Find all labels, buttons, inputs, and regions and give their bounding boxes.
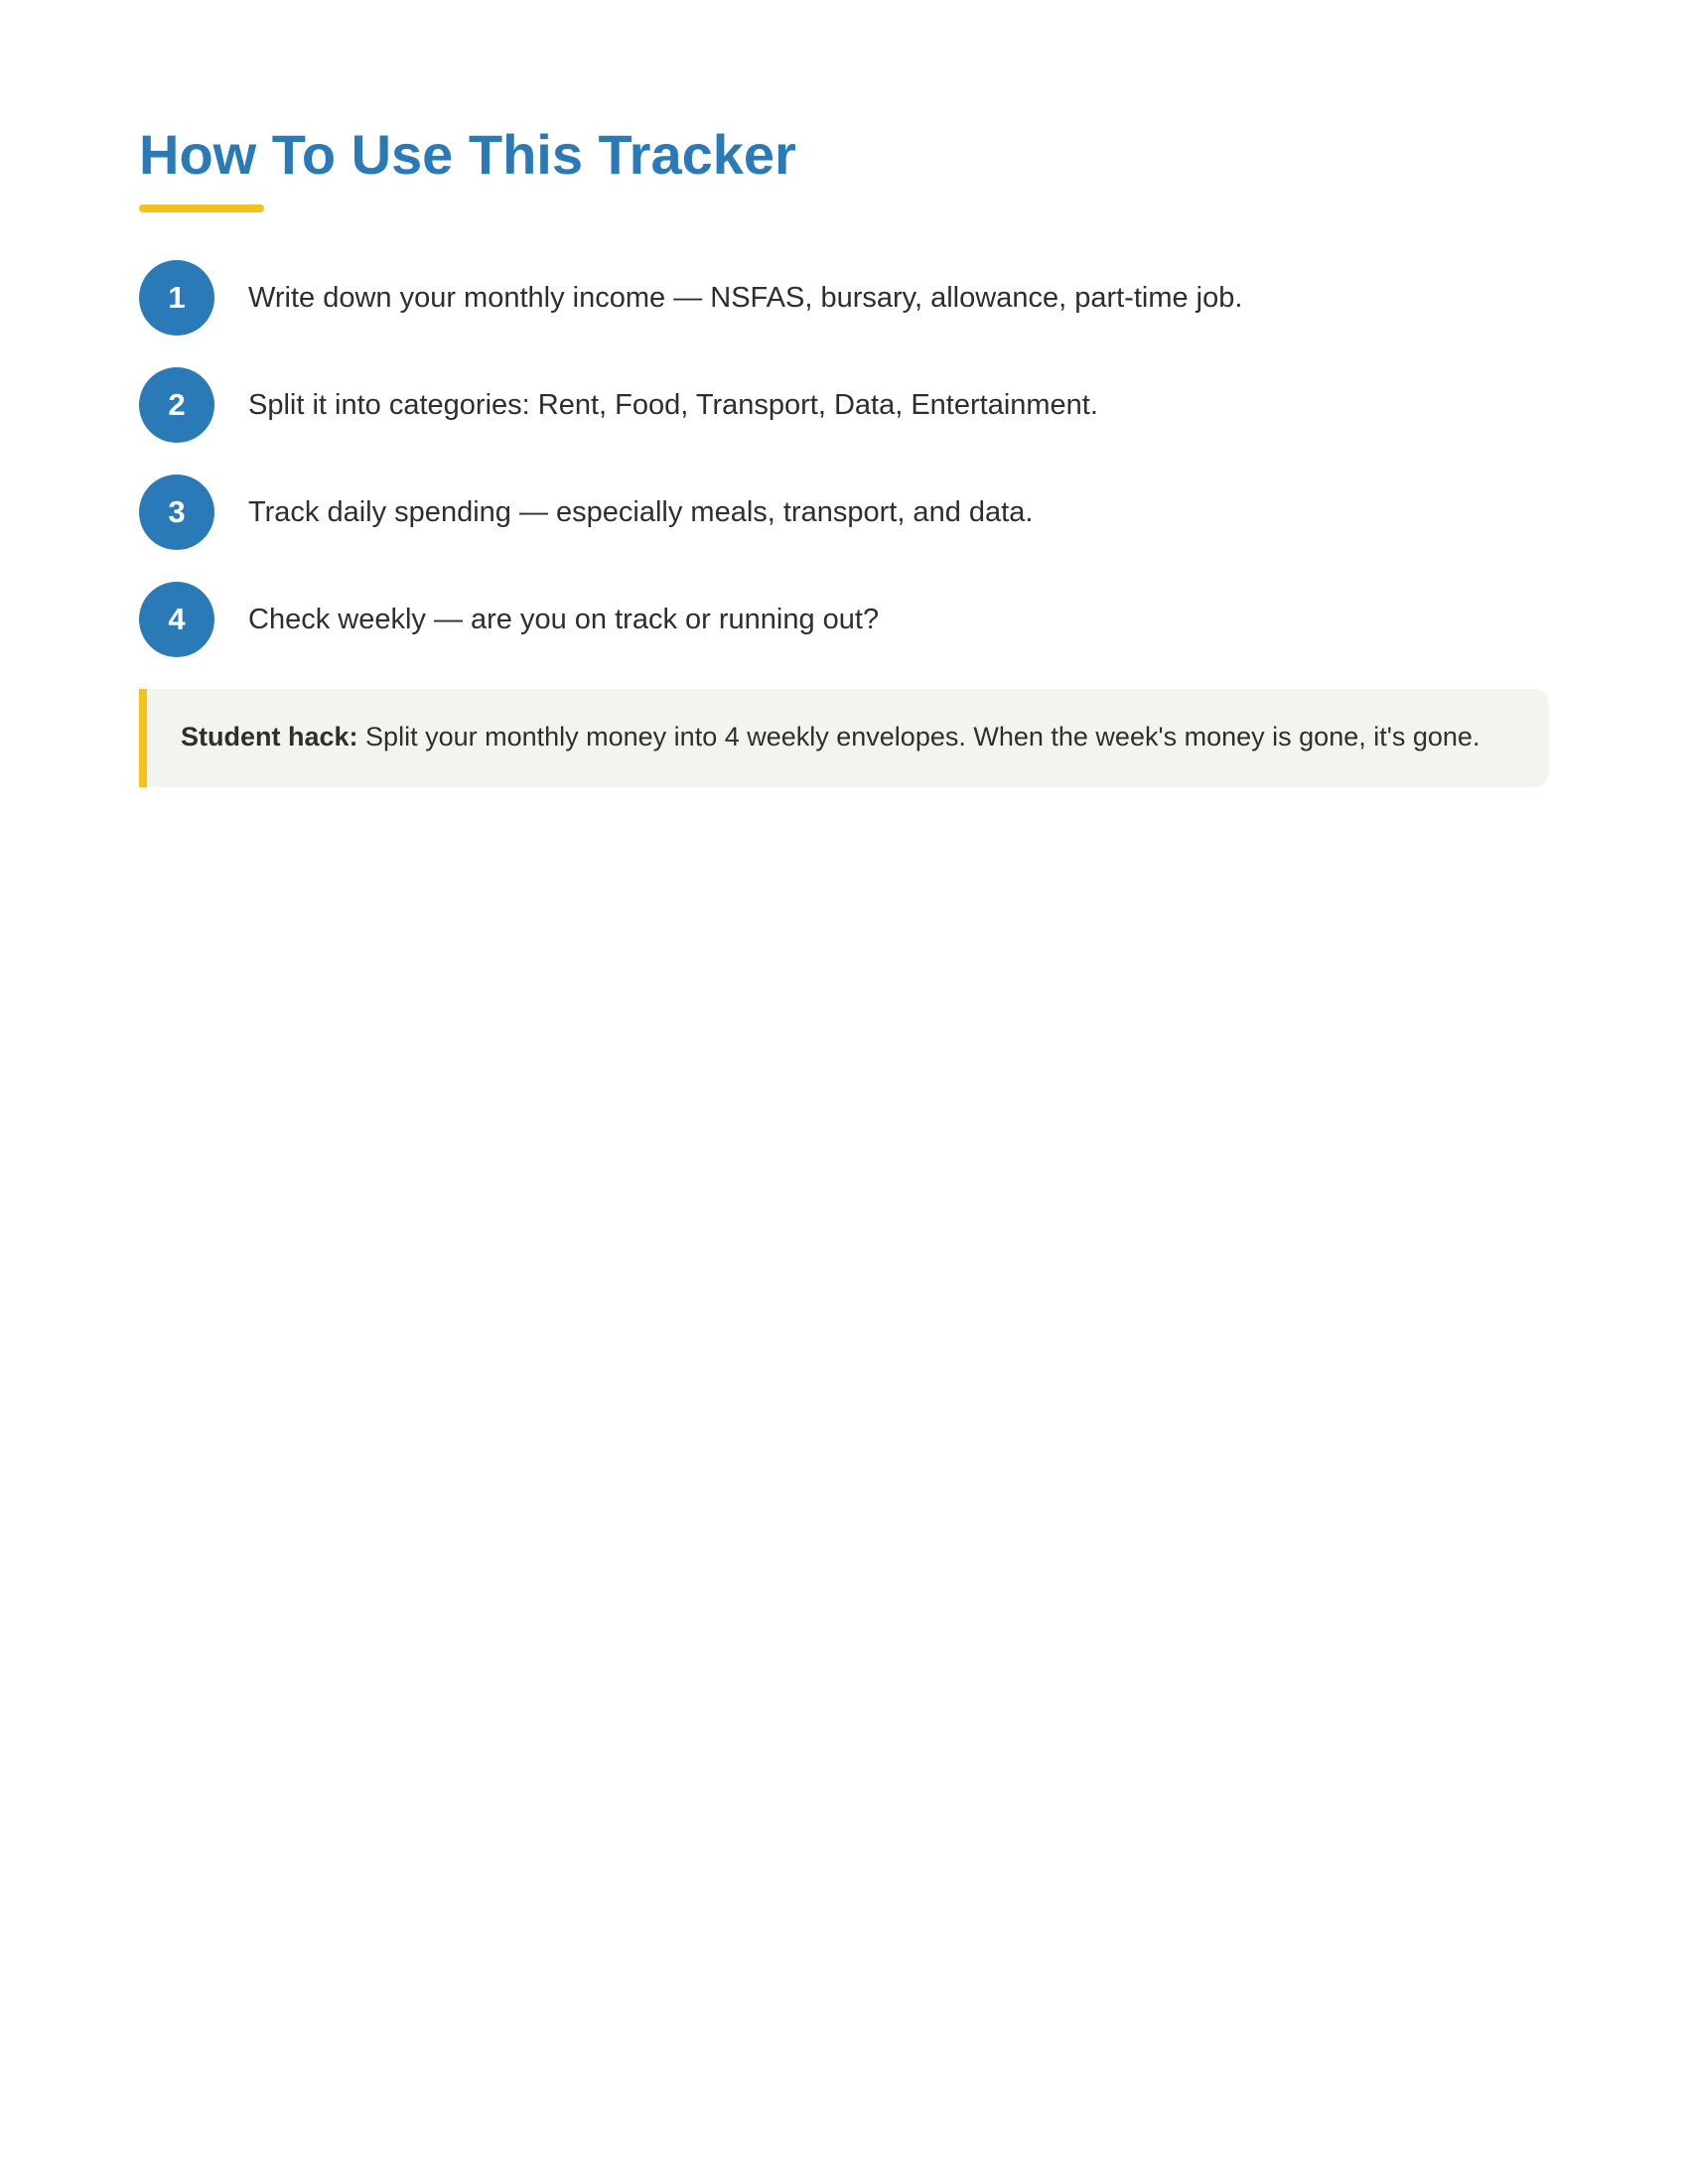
step-number-badge: 4 <box>139 582 214 657</box>
step-item <box>139 582 1549 657</box>
step-text: Write down your monthly income — NSFAS, bursary, allowance, part-time job. <box>248 282 1243 314</box>
step-item <box>139 367 1549 443</box>
step-item <box>139 260 1549 336</box>
step-text: Split it into categories: Rent, Food, Transport, Data, Entertainment. <box>248 389 1098 421</box>
steps-list <box>139 260 1549 657</box>
step-number-badge: 1 <box>139 260 214 336</box>
student-hack-label: Student hack: <box>181 722 358 751</box>
page-title: How To Use This Tracker <box>139 123 796 186</box>
title-underline <box>139 205 264 212</box>
step-number-badge: 3 <box>139 475 214 550</box>
student-hack-callout <box>139 689 1549 787</box>
step-number-badge: 2 <box>139 367 214 443</box>
step-text: Track daily spending — especially meals, transport, and data. <box>248 496 1034 528</box>
page <box>139 119 1549 787</box>
step-text: Check weekly — are you on track or running out? <box>248 604 880 635</box>
step-item <box>139 475 1549 550</box>
student-hack-text: Split your monthly money into 4 weekly envelopes. When the week's money is gone, it's gone. <box>365 722 1480 751</box>
